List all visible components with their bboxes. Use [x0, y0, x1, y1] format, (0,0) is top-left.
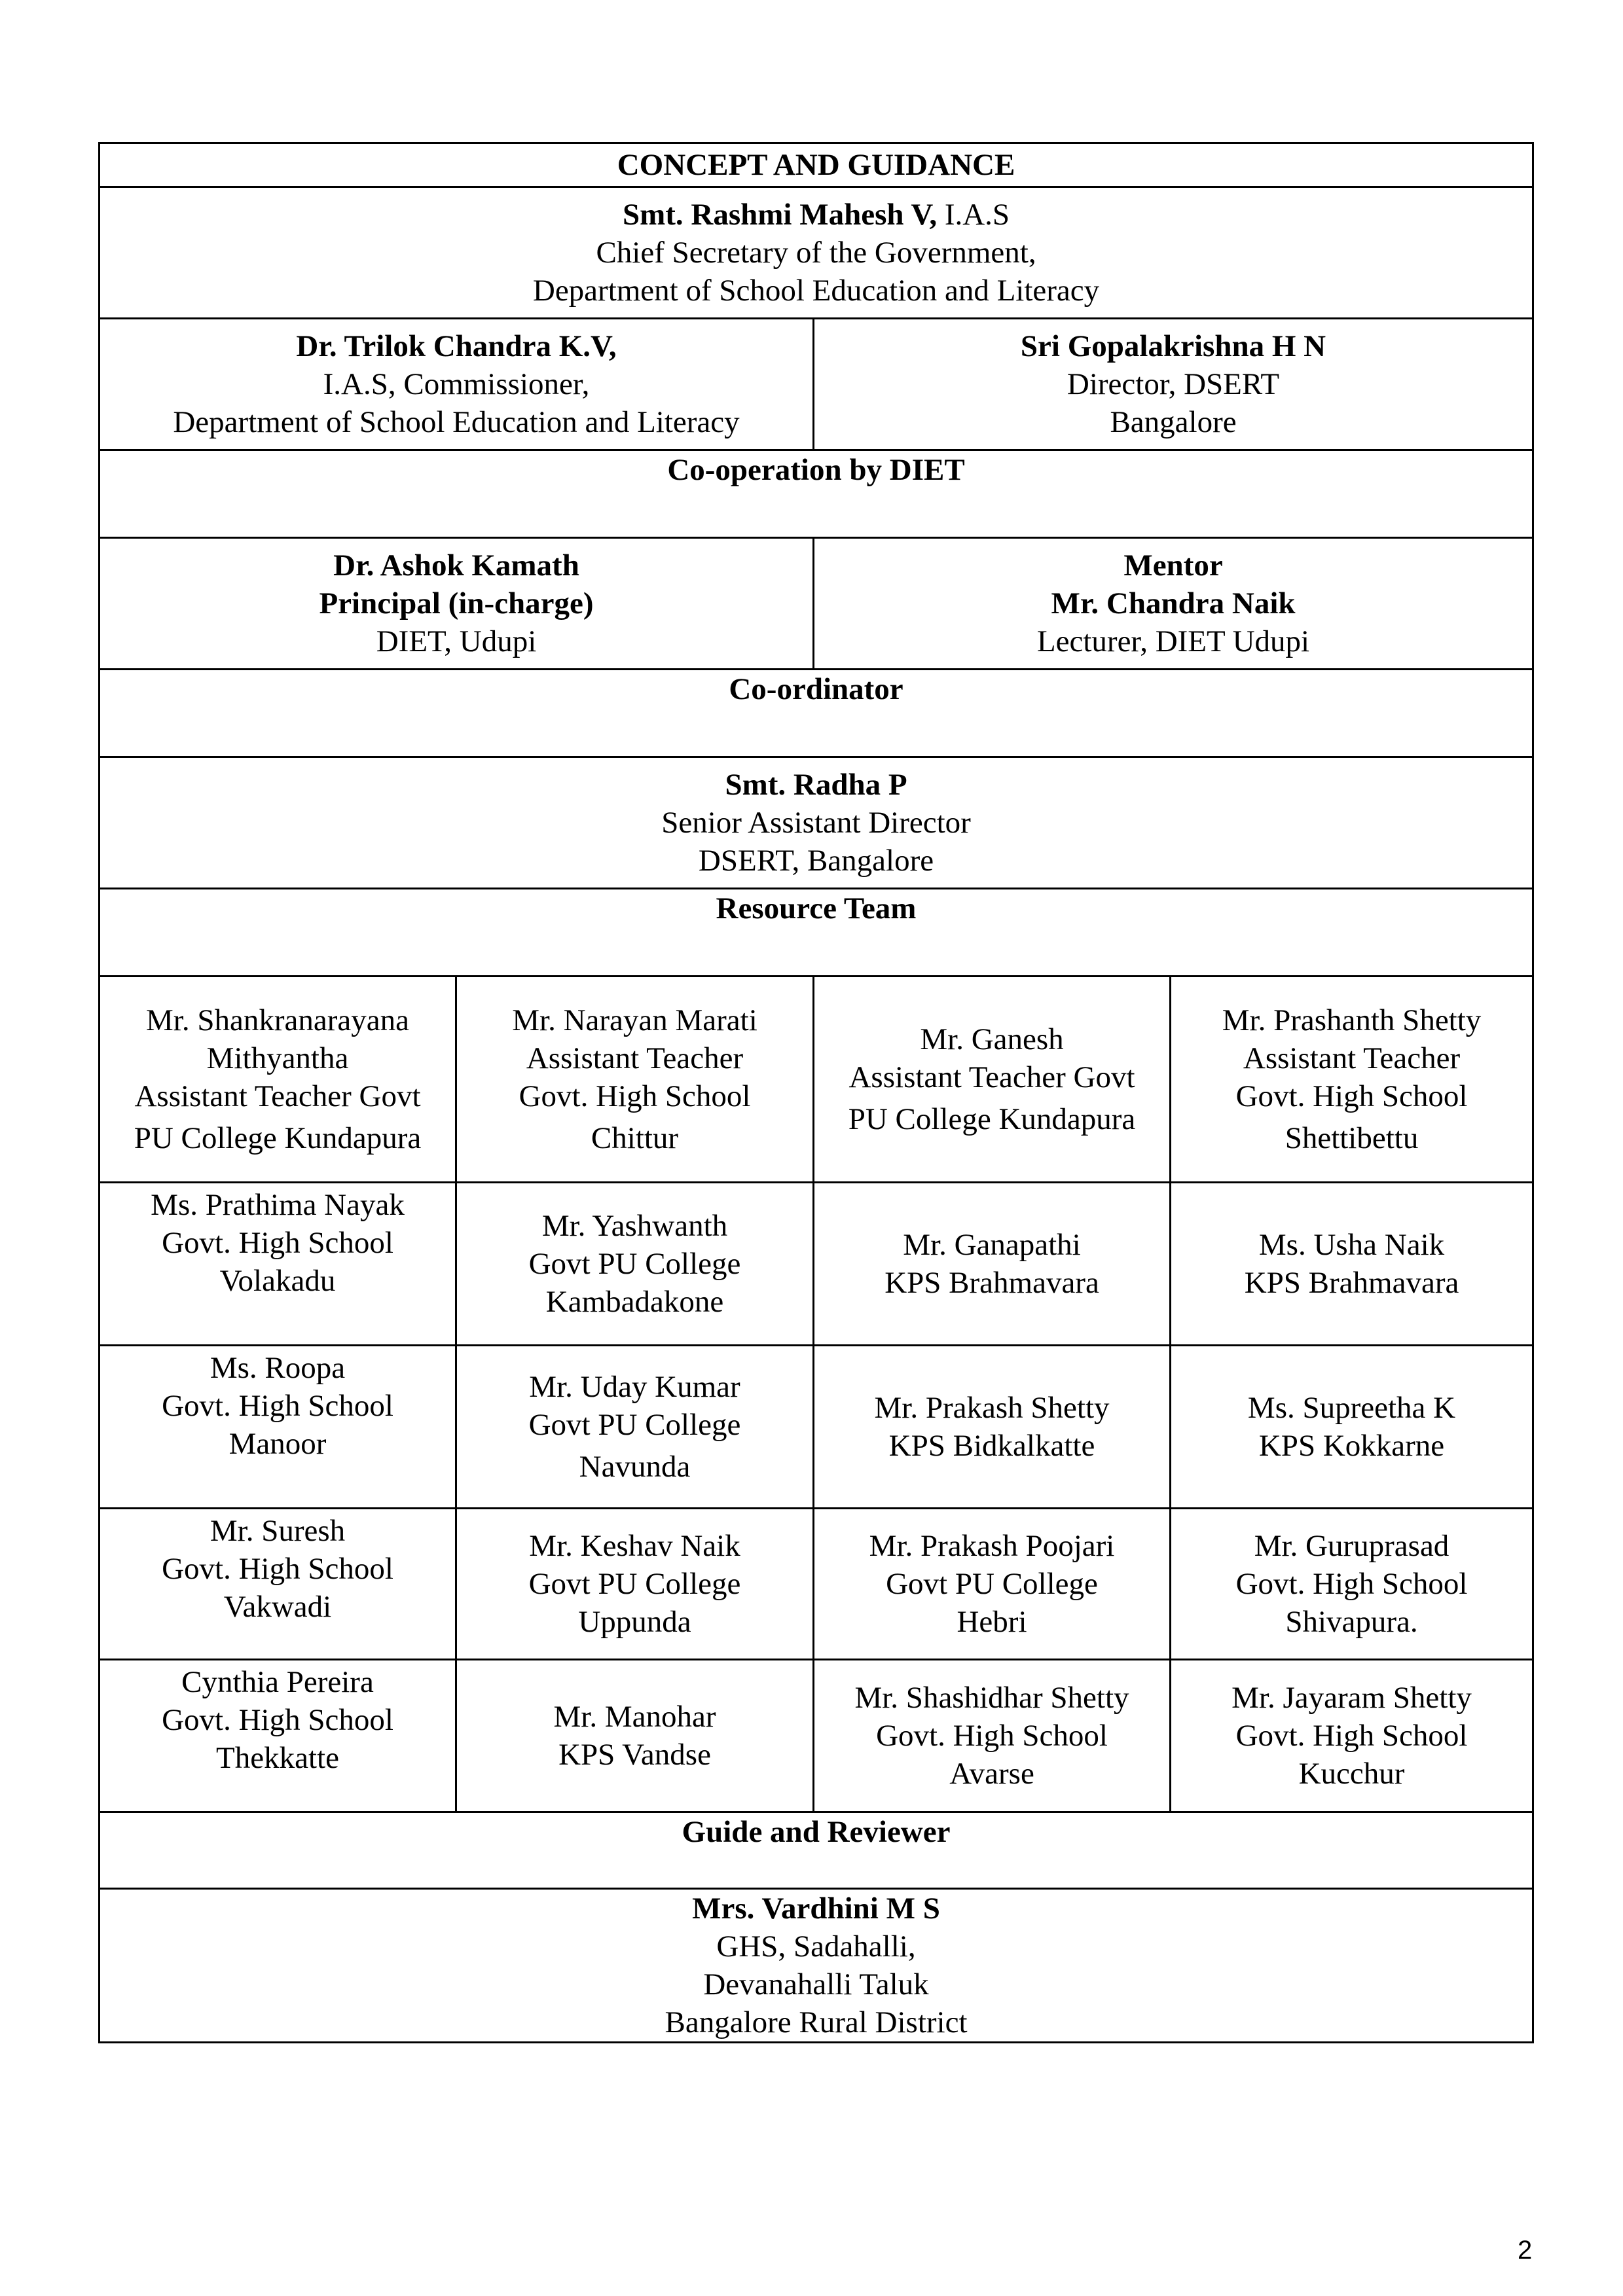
member-line: KPS Brahmavara: [1244, 1266, 1459, 1300]
resource-member-cell: [100, 1509, 456, 1660]
concept-line1: Chief Secretary of the Government,: [596, 236, 1036, 270]
member-line: KPS Vandse: [558, 1738, 711, 1772]
mentor-place: Lecturer, DIET Udupi: [1036, 624, 1310, 658]
page-number: 2: [1518, 2236, 1533, 2265]
member-line: Mr. Manohar: [553, 1700, 716, 1734]
principal-title: Principal (in-charge): [319, 586, 594, 620]
member-line: Mr. Jayaram Shetty: [1231, 1681, 1472, 1715]
coordinator-heading: Co-ordinator: [100, 670, 1533, 757]
resource-row: [100, 1660, 1533, 1812]
resource-member-cell: [100, 1660, 456, 1812]
member-line: Govt. High School: [162, 1552, 393, 1586]
member-line: PU College Kundapura: [848, 1102, 1136, 1136]
resource-member-cell: [1171, 1183, 1533, 1346]
member-line: Uppunda: [578, 1605, 691, 1639]
director-name: Sri Gopalakrishna H N: [1020, 329, 1326, 363]
commissioner-line1: I.A.S, Commissioner,: [323, 367, 590, 401]
concept-heading: CONCEPT AND GUIDANCE: [100, 143, 1533, 187]
reviewer-heading: Guide and Reviewer: [100, 1812, 1533, 1889]
member-line: Govt. High School: [1235, 1719, 1468, 1753]
resource-row: [100, 977, 1533, 1183]
member-line: Kambadakone: [545, 1285, 724, 1319]
member-line: Ms. Supreetha K: [1247, 1391, 1456, 1425]
member-line: Mr. Keshav Naik: [529, 1529, 740, 1563]
resource-row: [100, 1509, 1533, 1660]
member-line: KPS Bidkalkatte: [888, 1429, 1095, 1463]
principal-place: DIET, Udupi: [376, 624, 537, 658]
resource-member-cell: [100, 1183, 456, 1346]
member-line: Volakadu: [219, 1264, 336, 1298]
principal-name: Dr. Ashok Kamath: [333, 548, 579, 583]
member-line: Mr. Prakash Shetty: [874, 1391, 1110, 1425]
member-line: KPS Brahmavara: [884, 1266, 1099, 1300]
member-line: Vakwadi: [223, 1590, 332, 1624]
member-line: Ms. Prathima Nayak: [151, 1188, 405, 1222]
member-line: Chittur: [591, 1121, 679, 1155]
concept-cell: [100, 187, 1533, 319]
principal-cell: [100, 538, 814, 670]
member-line: Cynthia Pereira: [181, 1665, 374, 1699]
member-line: Mr. Uday Kumar: [529, 1370, 740, 1404]
cooperation-heading: Co-operation by DIET: [100, 450, 1533, 538]
member-line: Govt PU College: [528, 1408, 741, 1442]
member-line: Shettibettu: [1285, 1121, 1419, 1155]
resource-row: [100, 1183, 1533, 1346]
member-line: Mr. Shashidhar Shetty: [854, 1681, 1129, 1715]
resource-member-cell: [100, 977, 456, 1183]
resource-member-cell: [1171, 977, 1533, 1183]
coordinator-line1: Senior Assistant Director: [661, 806, 971, 840]
coordinator-cell: [100, 757, 1533, 889]
member-line: Manoor: [228, 1427, 327, 1461]
member-line: Thekkatte: [216, 1741, 339, 1775]
resource-member-cell: [814, 977, 1171, 1183]
member-line: Kucchur: [1298, 1757, 1405, 1791]
member-line: Govt. High School: [1235, 1079, 1468, 1113]
resource-member-cell: [456, 1183, 814, 1346]
commissioner-line2: Department of School Education and Literacy: [173, 405, 740, 439]
resource-member-cell: [456, 1346, 814, 1509]
member-line: Mr. Prakash Poojari: [869, 1529, 1115, 1563]
resource-member-cell: [1171, 1346, 1533, 1509]
concept-line2: Department of School Education and Literacy: [532, 274, 1100, 308]
member-line: Mr. Ganesh: [920, 1022, 1064, 1056]
member-line: Hebri: [957, 1605, 1027, 1639]
resource-member-cell: [456, 1509, 814, 1660]
member-line: Mr. Prashanth Shetty: [1222, 1003, 1482, 1037]
director-line1: Director, DSERT: [1067, 367, 1280, 401]
mentor-cell: [814, 538, 1533, 670]
resource-team-heading: Resource Team: [100, 889, 1533, 977]
member-line: Ms. Roopa: [210, 1351, 346, 1385]
resource-member-cell: [814, 1183, 1171, 1346]
member-line: Govt. High School: [162, 1703, 393, 1737]
resource-member-cell: [1171, 1509, 1533, 1660]
mentor-label: Mentor: [1123, 548, 1223, 583]
member-line: PU College Kundapura: [134, 1121, 422, 1155]
member-line: Govt. High School: [876, 1719, 1108, 1753]
member-line: Mithyantha: [206, 1041, 349, 1075]
member-line: Avarse: [949, 1757, 1034, 1791]
resource-member-cell: [1171, 1660, 1533, 1812]
member-line: Navunda: [579, 1450, 691, 1484]
member-line: Govt PU College: [528, 1247, 741, 1281]
director-cell: [814, 319, 1533, 450]
resource-member-cell: [456, 977, 814, 1183]
member-line: Mr. Guruprasad: [1254, 1529, 1450, 1563]
member-line: Assistant Teacher: [1243, 1041, 1461, 1075]
director-line2: Bangalore: [1110, 405, 1237, 439]
resource-member-cell: [814, 1660, 1171, 1812]
coordinator-line2: DSERT, Bangalore: [698, 844, 934, 878]
commissioner-name: Dr. Trilok Chandra K.V,: [296, 329, 617, 363]
commissioner-cell: [100, 319, 814, 450]
resource-member-cell: [456, 1660, 814, 1812]
member-line: Govt. High School: [162, 1389, 393, 1423]
resource-member-cell: [814, 1509, 1171, 1660]
member-line: Ms. Usha Naik: [1258, 1228, 1445, 1262]
member-line: Mr. Shankranarayana: [146, 1003, 409, 1037]
resource-member-cell: [100, 1346, 456, 1509]
reviewer-name: Mrs. Vardhini M S: [692, 1892, 940, 1926]
member-line: Govt PU College: [886, 1567, 1098, 1601]
member-line: Assistant Teacher Govt: [848, 1060, 1135, 1094]
member-line: KPS Kokkarne: [1258, 1429, 1445, 1463]
member-line: Govt PU College: [528, 1567, 741, 1601]
concept-name: Smt. Rashmi Mahesh V,: [622, 198, 938, 232]
member-line: Govt. High School: [1235, 1567, 1468, 1601]
mentor-name: Mr. Chandra Naik: [1051, 586, 1296, 620]
member-line: Shivapura.: [1285, 1605, 1418, 1639]
member-line: Mr. Ganapathi: [903, 1228, 1081, 1262]
member-line: Assistant Teacher: [526, 1041, 744, 1075]
resource-member-cell: [814, 1346, 1171, 1509]
member-line: Mr. Yashwanth: [541, 1209, 728, 1243]
reviewer-line1: GHS, Sadahalli,: [716, 1929, 916, 1964]
reviewer-line3: Bangalore Rural District: [665, 2005, 968, 2039]
member-line: Govt. High School: [162, 1226, 393, 1260]
member-line: Assistant Teacher Govt: [134, 1079, 421, 1113]
member-line: Mr. Narayan Marati: [512, 1003, 757, 1037]
resource-row: [100, 1346, 1533, 1509]
reviewer-line2: Devanahalli Taluk: [703, 1967, 929, 2001]
credits-table: [98, 142, 1534, 2043]
member-line: Govt. High School: [519, 1079, 751, 1113]
coordinator-name: Smt. Radha P: [725, 768, 907, 802]
reviewer-cell: [100, 1889, 1533, 2043]
member-line: Mr. Suresh: [210, 1514, 346, 1548]
concept-name-suffix: I.A.S: [937, 198, 1010, 232]
